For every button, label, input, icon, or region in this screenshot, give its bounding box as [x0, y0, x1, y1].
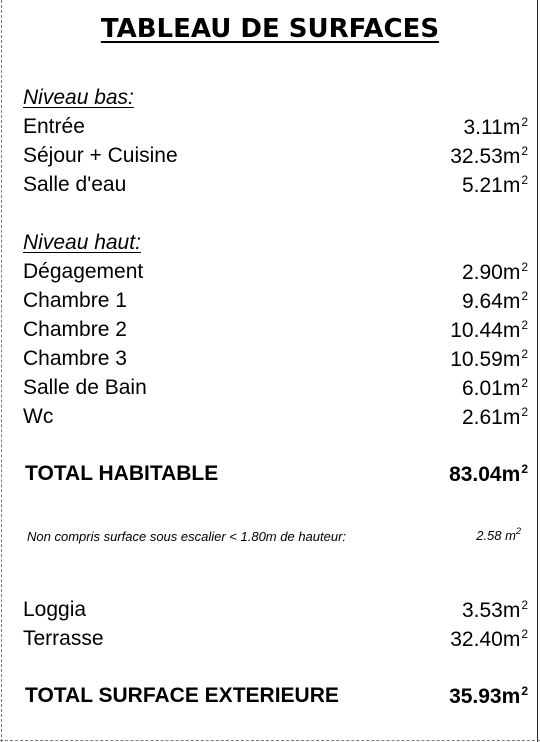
- room-label: Séjour + Cuisine: [23, 144, 178, 167]
- room-label: Entrée: [23, 115, 85, 138]
- room-label: Terrasse: [23, 627, 104, 650]
- page-title: TABLEAU DE SURFACES: [100, 14, 440, 44]
- room-label: Chambre 3: [23, 347, 127, 370]
- room-area: $10.59m^2$: [450, 347, 528, 371]
- total-exterieur-label: TOTAL SURFACE EXTERIEURE: [25, 684, 339, 707]
- surface-row: [23, 318, 528, 346]
- surface-row: [23, 405, 528, 433]
- surface-row: [23, 173, 528, 201]
- room-area: $5.21m^2$: [461, 173, 528, 197]
- page-border-right: [537, 0, 538, 742]
- section-heading-niveau-haut: Niveau haut:: [23, 231, 141, 254]
- room-label: Salle de Bain: [23, 376, 147, 399]
- room-label: Dégagement: [23, 260, 144, 283]
- room-area: $2.90m^2$: [461, 260, 528, 284]
- room-area: $6.01m^2$: [461, 376, 528, 400]
- room-area: $3.53m^2$: [461, 598, 528, 622]
- page-border-bottom: [0, 740, 540, 741]
- room-label: Loggia: [23, 598, 87, 621]
- stair-exclusion-value: 2.58 $m^2$: [476, 526, 521, 543]
- surface-row: [23, 376, 528, 404]
- room-label: Chambre 1: [23, 289, 127, 312]
- room-label: Chambre 2: [23, 318, 127, 341]
- total-habitable-value: $83.04m^2$: [449, 462, 528, 486]
- surface-row: [23, 347, 528, 375]
- surface-row: [23, 115, 528, 143]
- room-area: $2.61m^2$: [461, 405, 528, 429]
- total-exterieur-row: [23, 684, 528, 712]
- room-area: $10.44m^2$: [450, 318, 528, 342]
- surface-row: [23, 260, 528, 288]
- surface-row: [23, 598, 528, 626]
- page-title-wrap: [0, 14, 540, 44]
- surface-row: [23, 144, 528, 172]
- total-habitable-label: TOTAL HABITABLE: [25, 462, 219, 485]
- page-border-left: [1, 0, 2, 742]
- room-area: $9.64m^2$: [461, 289, 528, 313]
- room-area: $3.11m^2$: [463, 115, 528, 139]
- total-habitable-row: [23, 462, 528, 490]
- surface-row: [23, 627, 528, 655]
- surface-row: [23, 289, 528, 317]
- room-area: $32.40m^2$: [450, 627, 528, 651]
- room-label: Wc: [23, 405, 54, 428]
- room-area: $32.53m^2$: [450, 144, 528, 168]
- room-label: Salle d'eau: [23, 173, 127, 196]
- total-exterieur-value: $35.93m^2$: [449, 684, 528, 708]
- section-heading-niveau-bas: Niveau bas:: [23, 86, 134, 109]
- stair-exclusion-note: Non compris surface sous escalier < 1.80m de hauteur:: [27, 529, 347, 544]
